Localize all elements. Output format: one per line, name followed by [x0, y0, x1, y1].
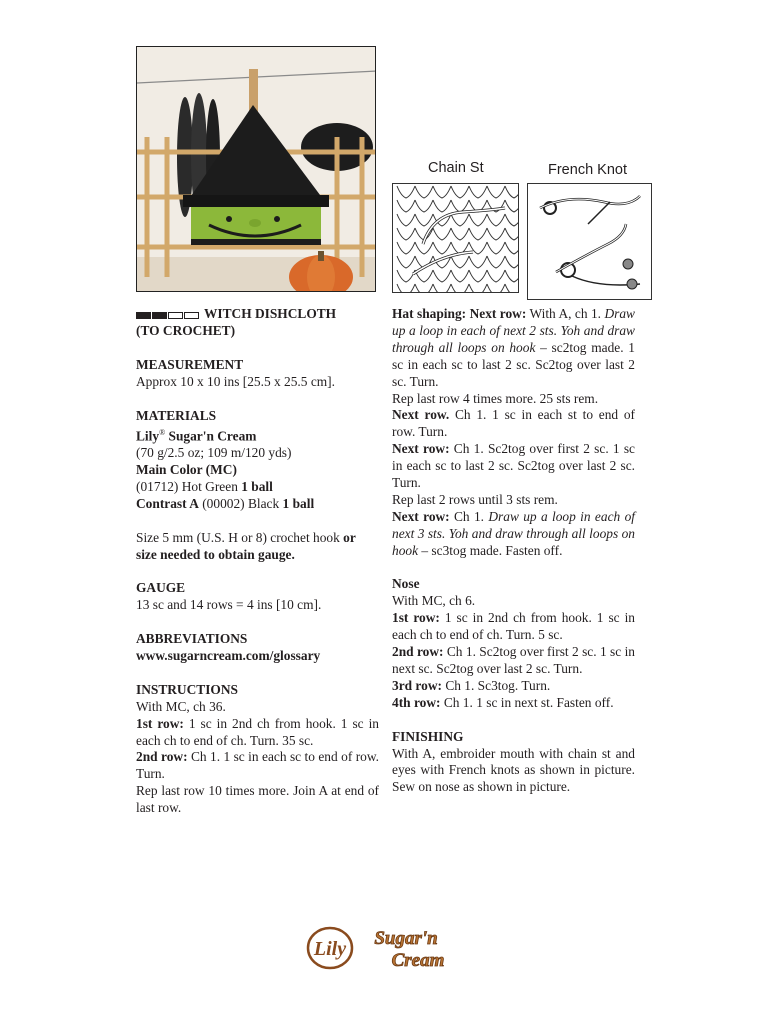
svg-text:Sugar'n: Sugar'n: [374, 928, 438, 949]
brand-logo-icon: [306, 922, 466, 974]
hat-repeat-text: Rep last row 4 times more. 25 sts rem.: [392, 390, 599, 406]
yarn-spec: (70 g/2.5 oz; 109 m/120 yds): [136, 445, 292, 461]
nose-row-4: 4th row: Ch 1. 1 sc in next st. Fasten off.: [392, 694, 614, 710]
finishing-heading: FINISHING: [392, 728, 464, 744]
pattern-title: [136, 306, 379, 323]
gauge-heading: GAUGE: [136, 580, 186, 596]
nose-row-1: 1st row: 1 sc in 2nd ch from hook. 1 sc in each ch to end of ch. Turn. 5 sc.: [392, 610, 636, 643]
glossary-link[interactable]: www.sugarncream.com/glossary: [136, 647, 321, 663]
contrast-a-text: Contrast A (00002) Black 1 ball: [136, 495, 315, 511]
hat-shaping-text: Hat shaping: Next row: With A, ch 1. Draw up a loop in each of next 2 sts. Yoh and draw through all loops on hook – sc2tog made. 1 sc in each sc to last 2 sc. Sc2tog over last 2 sc. Turn.: [392, 306, 635, 389]
measurement-text: Approx 10 x 10 ins [25.5 x 25.5 cm].: [136, 374, 335, 390]
chain-stitch-icon: [393, 184, 519, 293]
hook-text: Size 5 mm (U.S. H or 8) crochet hook or size needed to obtain gauge.: [136, 529, 356, 562]
gauge-text: 13 sc and 14 rows = 4 ins [10 cm].: [136, 597, 322, 613]
chain-stitch-label: Chain St: [428, 160, 484, 176]
nose-row-2: 2nd row: Ch 1. Sc2tog over first 2 sc. 1 sc in next sc. Sc2tog over last 2 sc. Turn.: [392, 644, 635, 677]
next-row-1-text: Next row. Ch 1. 1 sc in each st to end of row. Turn.: [392, 407, 635, 440]
materials-heading: MATERIALS: [136, 407, 217, 423]
row-2-text: 2nd row: Ch 1. 1 sc in each sc to end of row. Turn.: [136, 749, 379, 782]
yarn-name: Lily® Sugar'n Cream: [136, 427, 257, 444]
skill-box: [152, 312, 167, 319]
french-knot-diagram: [527, 183, 652, 300]
title-line-1: WITCH DISHCLOTH: [204, 306, 337, 321]
svg-text:Lily: Lily: [313, 938, 347, 960]
french-knot-label: French Knot: [548, 162, 627, 178]
instructions-heading: INSTRUCTIONS: [136, 681, 238, 697]
skill-box: [136, 312, 151, 319]
lily-sugarn-cream-logo: [306, 922, 466, 974]
nose-row-3: 3rd row: Ch 1. Sc3tog. Turn.: [392, 677, 551, 693]
skill-level-indicator: [136, 306, 200, 323]
instructions-start: With MC, ch 36.: [136, 698, 226, 714]
svg-text:Cream: Cream: [391, 950, 445, 971]
nose-heading: Nose: [392, 576, 420, 592]
repeat-text: Rep last row 10 times more. Join A at end of last row.: [136, 783, 379, 816]
witch-dishcloth-illustration: [137, 47, 376, 292]
main-color-text: (01712) Hot Green 1 ball: [136, 478, 273, 494]
skill-box: [168, 312, 183, 319]
skill-box: [184, 312, 199, 319]
repeat-2-text: Rep last 2 rows until 3 sts rem.: [392, 491, 558, 507]
measurement-heading: MEASUREMENT: [136, 357, 244, 373]
chain-stitch-diagram: [392, 183, 519, 293]
abbreviations-heading: ABBREVIATIONS: [136, 631, 248, 647]
title-line-2: (TO CROCHET): [136, 323, 236, 339]
product-photo: [136, 46, 376, 292]
next-row-3-text: Next row: Ch 1. Draw up a loop in each of next 3 sts. Yoh and draw through all loops on hook – sc3tog made. Fasten off.: [392, 508, 635, 558]
main-color-heading: Main Color (MC): [136, 462, 237, 478]
french-knot-icon: [528, 184, 652, 300]
row-1-text: 1st row: 1 sc in 2nd ch from hook. 1 sc in each ch to end of ch. Turn. 35 sc.: [136, 715, 380, 748]
next-row-2-text: Next row: Ch 1. Sc2tog over first 2 sc. 1 sc in each sc to last 2 sc. Sc2tog over last 2 sc. Turn.: [392, 441, 635, 491]
right-column: [392, 306, 635, 796]
finishing-text: With A, embroider mouth with chain st and eyes with French knots as shown in picture. Sew on nose as shown in picture.: [392, 745, 635, 795]
left-column: [136, 306, 379, 817]
nose-start: With MC, ch 6.: [392, 593, 476, 609]
